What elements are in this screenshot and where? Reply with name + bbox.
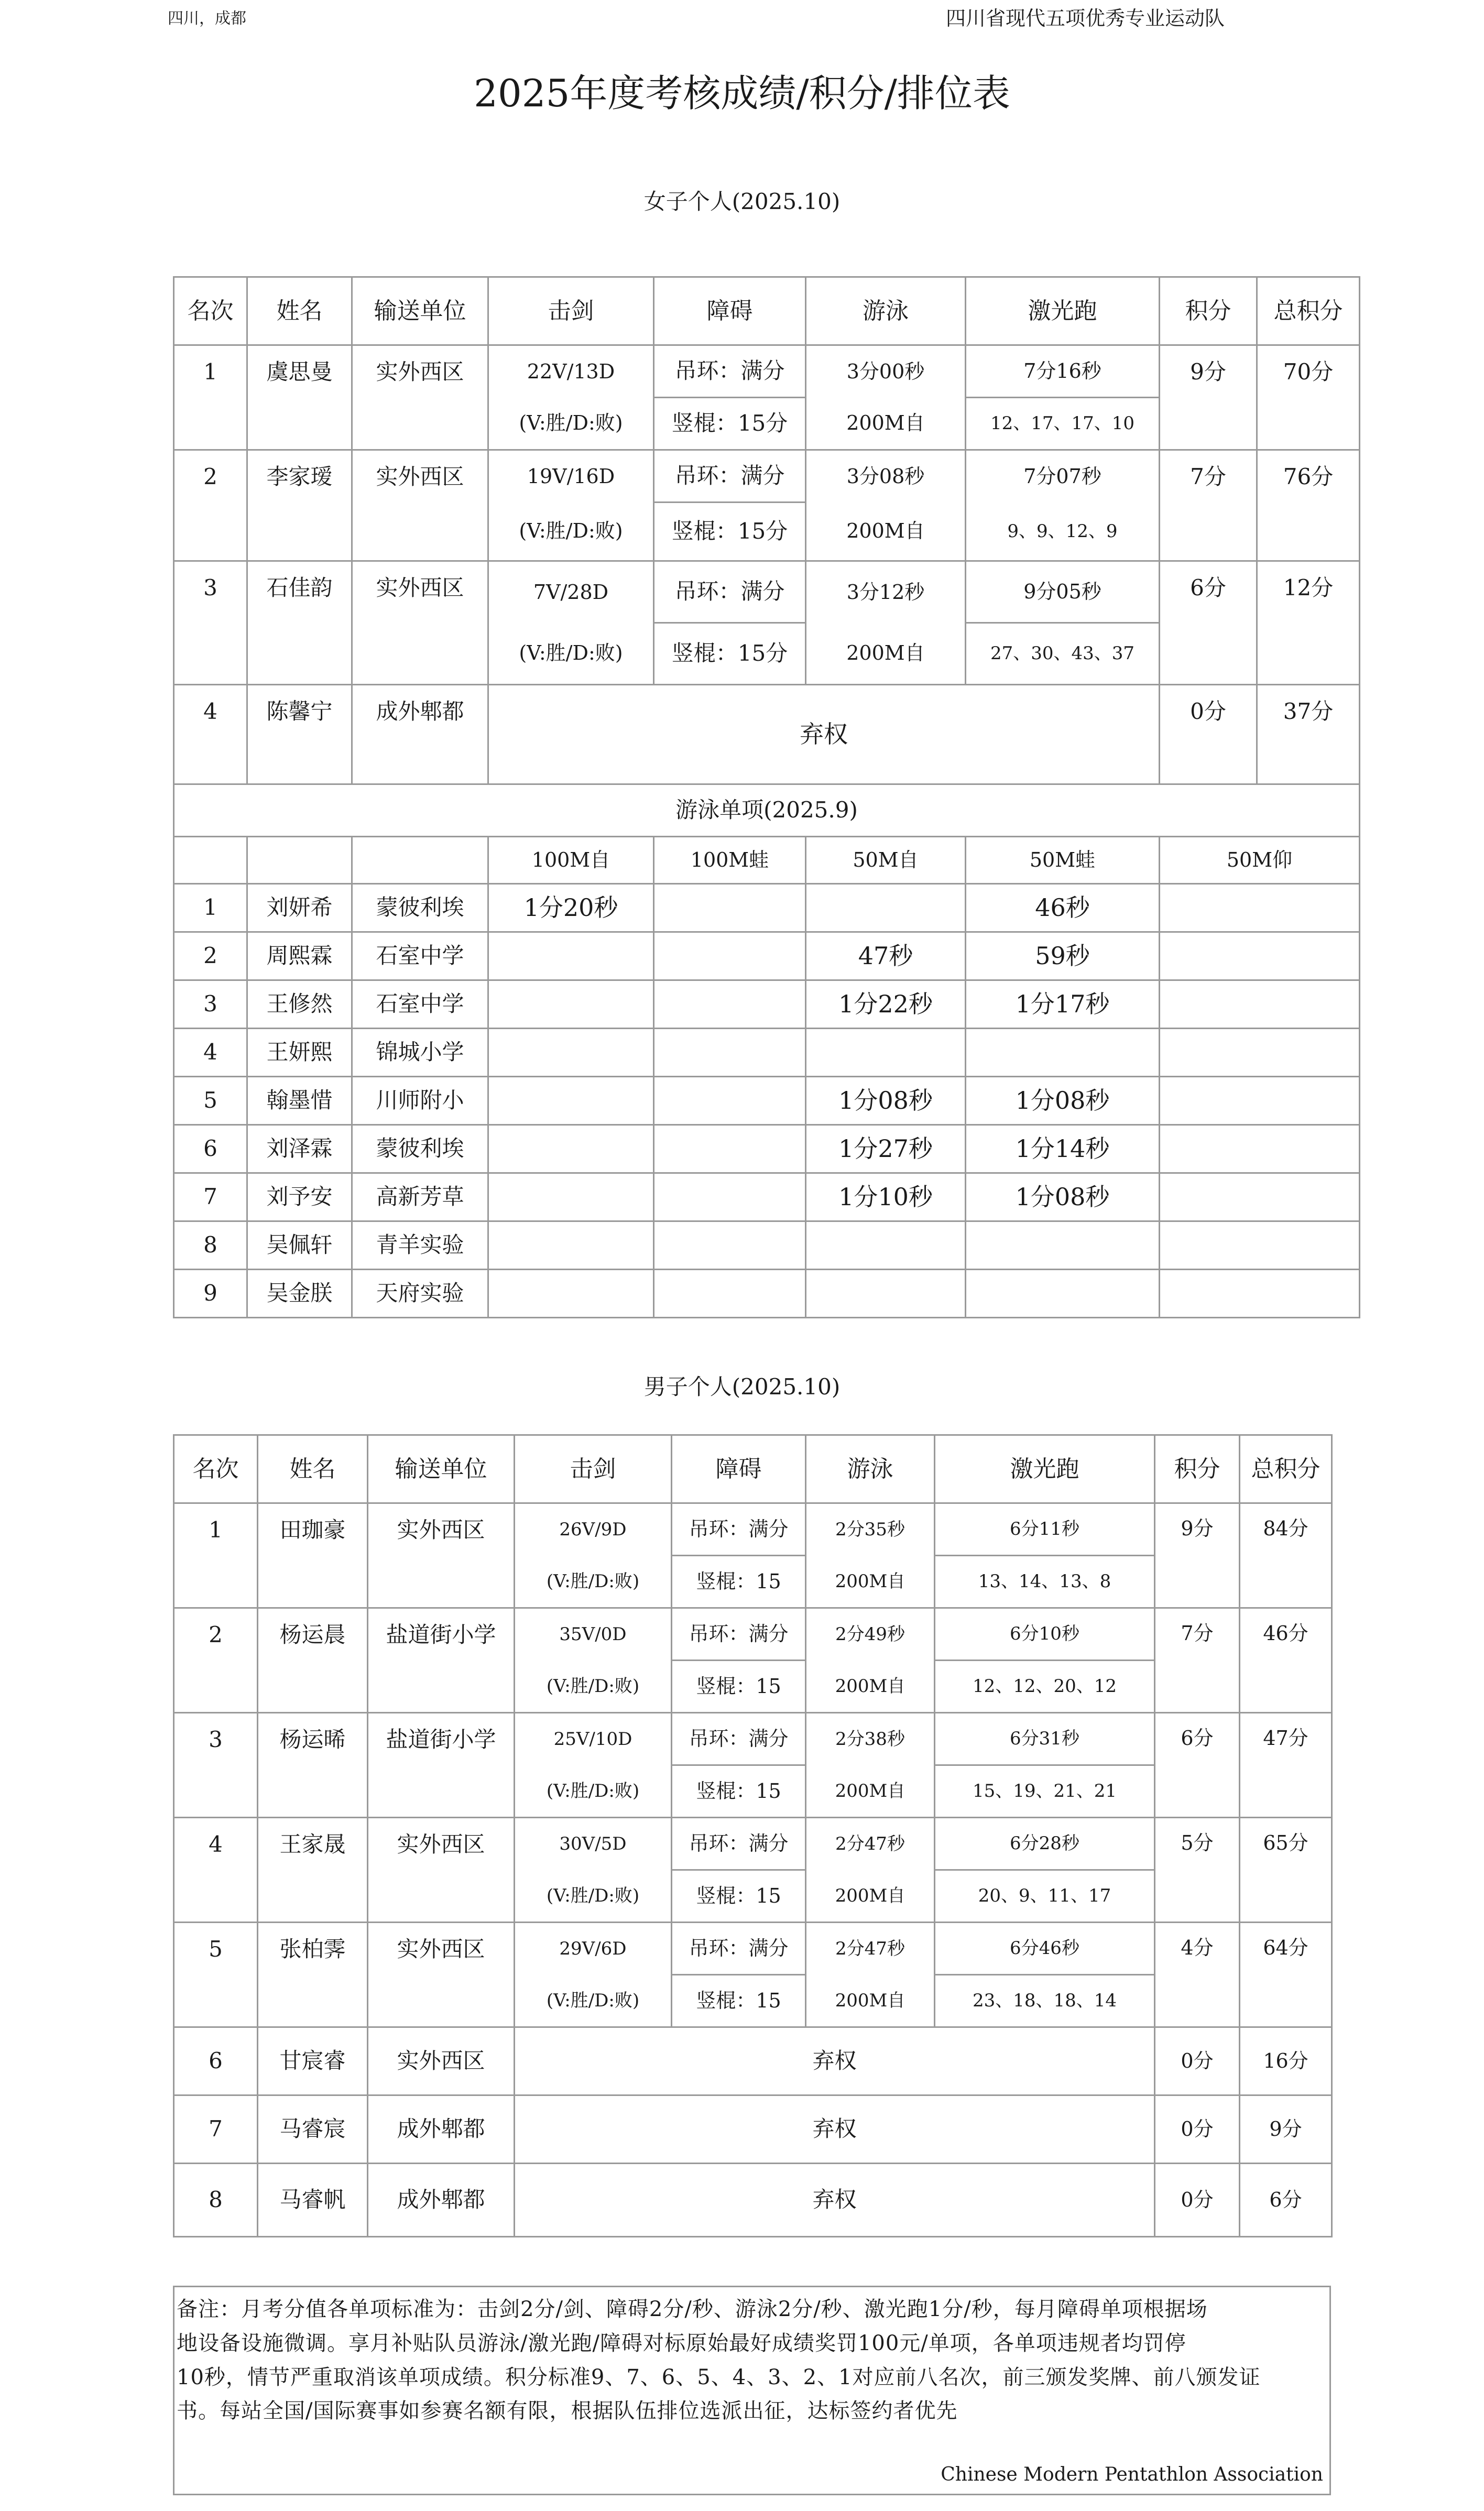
- name-cell: 吴佩轩: [247, 1221, 352, 1270]
- swim-50m-breast-cell: 59秒: [966, 932, 1160, 980]
- obstacle-pole-cell: 竖棍：15分: [654, 623, 806, 685]
- swim-100m-breast-cell: [654, 1270, 806, 1318]
- total-cell: 47分: [1240, 1713, 1332, 1818]
- men-row: [174, 1503, 1332, 1556]
- note-line: 10秒，情节严重取消该单项成绩。积分标准9、7、6、5、4、3、2、1对应前八名次，前三颁发奖牌、前八颁发证: [177, 2365, 1261, 2389]
- swim-50m-back-cell: [1160, 980, 1360, 1029]
- swim-section-title-row: [174, 784, 1360, 837]
- swim-event-cell: 200M自: [806, 1661, 935, 1713]
- points-cell: 0分: [1155, 2027, 1240, 2095]
- men-row: [174, 1818, 1332, 1870]
- laser-time-cell: 6分28秒: [935, 1818, 1155, 1870]
- name-cell: 马睿帆: [258, 2164, 368, 2237]
- swim-50m-breast-cell: 1分14秒: [966, 1125, 1160, 1173]
- obstacle-pole-cell: 竖棍：15: [672, 1765, 806, 1818]
- swim-time-cell: 2分35秒: [806, 1503, 935, 1556]
- name-cell: 吴金朕: [247, 1270, 352, 1318]
- laser-splits-cell: 13、14、13、8: [935, 1556, 1155, 1608]
- col-points: 积分: [1160, 277, 1257, 345]
- swim-time-cell: 2分49秒: [806, 1608, 935, 1661]
- name-cell: 石佳韵: [247, 561, 352, 685]
- unit-cell: 川师附小: [352, 1077, 488, 1125]
- points-cell: 5分: [1155, 1818, 1240, 1923]
- laser-splits-cell: 12、17、17、10: [966, 398, 1160, 450]
- obstacle-pole-cell: 竖棍：15: [672, 1661, 806, 1713]
- note-line: 地设备设施微调。享月补贴队员游泳/激光跑/障碍对标原始最好成绩奖罚100元/单项，各单项违规者均罚停: [177, 2331, 1186, 2355]
- association-name: Chinese Modern Pentathlon Association: [941, 2464, 1323, 2485]
- obstacle-pole-cell: 竖棍：15: [672, 1975, 806, 2027]
- men-table: [173, 1434, 1333, 2237]
- women-row: [174, 345, 1360, 398]
- swim-row: [174, 980, 1360, 1029]
- men-section-title: 男子个人(2025.10): [643, 1374, 841, 1400]
- unit-cell: 蒙彼利埃: [352, 1125, 488, 1173]
- obstacle-pole-cell: 竖棍：15: [672, 1556, 806, 1608]
- forfeit-cell: 弃权: [515, 2164, 1155, 2237]
- col-unit: 输送单位: [352, 277, 488, 345]
- laser-time-cell: 9分05秒: [966, 561, 1160, 623]
- swim-time-cell: 2分47秒: [806, 1818, 935, 1870]
- swim-row: [174, 1221, 1360, 1270]
- swim-50m-back-cell: [1160, 1270, 1360, 1318]
- name-cell: 虞思曼: [247, 345, 352, 450]
- name-cell: 翰墨惜: [247, 1077, 352, 1125]
- obstacle-pole-cell: 竖棍：15分: [654, 503, 806, 561]
- laser-splits-cell: 12、12、20、12: [935, 1661, 1155, 1713]
- fencing-cell: 19V/16D: [488, 450, 654, 503]
- swim-100m-free-cell: [488, 1077, 654, 1125]
- col-laser-run: 激光跑: [935, 1435, 1155, 1503]
- swim-header-row: [174, 837, 1360, 884]
- fencing-note-cell: (V:胜/D:败): [515, 1661, 672, 1713]
- col-rank: 名次: [174, 277, 247, 345]
- swim-50m-free-cell: 1分10秒: [806, 1173, 966, 1221]
- col-50m-breast: 50M蛙: [966, 837, 1160, 884]
- total-cell: 9分: [1240, 2095, 1332, 2164]
- laser-time-cell: 6分10秒: [935, 1608, 1155, 1661]
- fencing-note-cell: (V:胜/D:败): [515, 1975, 672, 2027]
- fencing-cell: 25V/10D: [515, 1713, 672, 1765]
- note-line: 书。每站全国/国际赛事如参赛名额有限，根据队伍排位选派出征，达标签约者优先: [177, 2399, 958, 2423]
- col-100m-free: 100M自: [488, 837, 654, 884]
- swim-50m-back-cell: [1160, 1029, 1360, 1077]
- col-name: 姓名: [247, 277, 352, 345]
- rank-cell: 9: [174, 1270, 247, 1318]
- col-100m-breast: 100M蛙: [654, 837, 806, 884]
- swim-100m-breast-cell: [654, 980, 806, 1029]
- rank-cell: 8: [174, 2164, 258, 2237]
- laser-time-cell: 6分11秒: [935, 1503, 1155, 1556]
- unit-cell: 石室中学: [352, 932, 488, 980]
- points-cell: 6分: [1160, 561, 1257, 685]
- obstacle-rings-cell: 吊环：满分: [672, 1818, 806, 1870]
- col-unit: 输送单位: [368, 1435, 515, 1503]
- col-laser-run: 激光跑: [966, 277, 1160, 345]
- swim-50m-back-cell: [1160, 1125, 1360, 1173]
- swim-row: [174, 1077, 1360, 1125]
- points-cell: 7分: [1155, 1608, 1240, 1713]
- total-cell: 76分: [1257, 450, 1360, 561]
- swim-50m-back-cell: [1160, 884, 1360, 932]
- swim-event-cell: 200M自: [806, 503, 966, 561]
- swim-50m-free-cell: 1分08秒: [806, 1077, 966, 1125]
- col-name: 姓名: [258, 1435, 368, 1503]
- swim-100m-breast-cell: [654, 1221, 806, 1270]
- name-cell: 李家瑷: [247, 450, 352, 561]
- swim-50m-back-cell: [1160, 932, 1360, 980]
- swim-header-blank: [352, 837, 488, 884]
- swim-section-title: 游泳单项(2025.9): [174, 784, 1360, 837]
- rank-cell: 6: [174, 1125, 247, 1173]
- name-cell: 刘予安: [247, 1173, 352, 1221]
- obstacle-rings-cell: 吊环：满分: [672, 1923, 806, 1975]
- fencing-cell: 22V/13D: [488, 345, 654, 398]
- name-cell: 王修然: [247, 980, 352, 1029]
- women-row: [174, 450, 1360, 503]
- swim-time-cell: 3分08秒: [806, 450, 966, 503]
- rank-cell: 5: [174, 1077, 247, 1125]
- points-cell: 4分: [1155, 1923, 1240, 2027]
- swim-100m-breast-cell: [654, 932, 806, 980]
- rank-cell: 4: [174, 1818, 258, 1923]
- rank-cell: 4: [174, 1029, 247, 1077]
- unit-cell: 实外西区: [352, 561, 488, 685]
- name-cell: 刘泽霖: [247, 1125, 352, 1173]
- unit-cell: 实外西区: [368, 2027, 515, 2095]
- women-row: [174, 561, 1360, 623]
- swim-event-cell: 200M自: [806, 1975, 935, 2027]
- name-cell: 马睿宸: [258, 2095, 368, 2164]
- laser-splits-cell: 15、19、21、21: [935, 1765, 1155, 1818]
- name-cell: 杨运晞: [258, 1713, 368, 1818]
- swim-time-cell: 3分12秒: [806, 561, 966, 623]
- swim-time-cell: 2分38秒: [806, 1713, 935, 1765]
- swim-row: [174, 1029, 1360, 1077]
- rank-cell: 3: [174, 561, 247, 685]
- laser-time-cell: 6分31秒: [935, 1713, 1155, 1765]
- unit-cell: 石室中学: [352, 980, 488, 1029]
- obstacle-rings-cell: 吊环：满分: [654, 345, 806, 398]
- total-cell: 64分: [1240, 1923, 1332, 2027]
- swim-100m-free-cell: [488, 932, 654, 980]
- rank-cell: 1: [174, 345, 247, 450]
- name-cell: 杨运晨: [258, 1608, 368, 1713]
- swim-event-cell: 200M自: [806, 1765, 935, 1818]
- name-cell: 张柏霁: [258, 1923, 368, 2027]
- obstacle-rings-cell: 吊环：满分: [672, 1503, 806, 1556]
- fencing-cell: 29V/6D: [515, 1923, 672, 1975]
- swim-100m-breast-cell: [654, 1077, 806, 1125]
- obstacle-pole-cell: 竖棍：15: [672, 1870, 806, 1923]
- fencing-cell: 35V/0D: [515, 1608, 672, 1661]
- points-cell: 0分: [1155, 2095, 1240, 2164]
- fencing-cell: 26V/9D: [515, 1503, 672, 1556]
- swim-50m-back-cell: [1160, 1077, 1360, 1125]
- fencing-cell: 7V/28D: [488, 561, 654, 623]
- points-cell: 9分: [1155, 1503, 1240, 1608]
- fencing-note-cell: (V:胜/D:败): [488, 623, 654, 685]
- total-cell: 6分: [1240, 2164, 1332, 2237]
- swim-row: [174, 932, 1360, 980]
- swim-event-cell: 200M自: [806, 398, 966, 450]
- rank-cell: 1: [174, 884, 247, 932]
- swim-100m-free-cell: [488, 1125, 654, 1173]
- col-obstacle: 障碍: [672, 1435, 806, 1503]
- forfeit-cell: 弃权: [488, 685, 1160, 784]
- men-row: [174, 1923, 1332, 1975]
- unit-cell: 实外西区: [368, 1503, 515, 1608]
- col-total: 总积分: [1240, 1435, 1332, 1503]
- men-table-body: [174, 1503, 1332, 2237]
- swim-50m-free-cell: 47秒: [806, 932, 966, 980]
- laser-time-cell: 6分46秒: [935, 1923, 1155, 1975]
- swim-100m-breast-cell: [654, 884, 806, 932]
- rank-cell: 5: [174, 1923, 258, 2027]
- name-cell: 王家晟: [258, 1818, 368, 1923]
- swim-50m-breast-cell: [966, 1221, 1160, 1270]
- points-cell: 6分: [1155, 1713, 1240, 1818]
- fencing-note-cell: (V:胜/D:败): [515, 1765, 672, 1818]
- swim-time-cell: 3分00秒: [806, 345, 966, 398]
- men-row: [174, 1608, 1332, 1661]
- unit-cell: 实外西区: [352, 345, 488, 450]
- col-fencing: 击剑: [488, 277, 654, 345]
- swim-table-body: [174, 884, 1360, 1318]
- laser-splits-cell: 9、9、12、9: [966, 503, 1160, 561]
- swim-row: [174, 1173, 1360, 1221]
- total-cell: 16分: [1240, 2027, 1332, 2095]
- total-cell: 37分: [1257, 685, 1360, 784]
- col-swim: 游泳: [806, 277, 966, 345]
- laser-splits-cell: 23、18、18、14: [935, 1975, 1155, 2027]
- rank-cell: 3: [174, 980, 247, 1029]
- fencing-note-cell: (V:胜/D:败): [488, 503, 654, 561]
- laser-time-cell: 7分16秒: [966, 345, 1160, 398]
- unit-cell: 蒙彼利埃: [352, 884, 488, 932]
- swim-100m-free-cell: [488, 1270, 654, 1318]
- col-fencing: 击剑: [515, 1435, 672, 1503]
- women-section-title: 女子个人(2025.10): [643, 189, 841, 214]
- total-cell: 84分: [1240, 1503, 1332, 1608]
- unit-cell: 盐道街小学: [368, 1713, 515, 1818]
- swim-event-cell: 200M自: [806, 1556, 935, 1608]
- unit-cell: 天府实验: [352, 1270, 488, 1318]
- swim-100m-free-cell: [488, 1029, 654, 1077]
- rank-cell: 6: [174, 2027, 258, 2095]
- rank-cell: 2: [174, 450, 247, 561]
- swim-50m-free-cell: 1分27秒: [806, 1125, 966, 1173]
- points-cell: 0分: [1160, 685, 1257, 784]
- swim-event-cell: 200M自: [806, 1870, 935, 1923]
- rank-cell: 7: [174, 1173, 247, 1221]
- swim-100m-breast-cell: [654, 1125, 806, 1173]
- swim-header-blank: [174, 837, 247, 884]
- unit-cell: 成外郫都: [368, 2095, 515, 2164]
- swim-100m-breast-cell: [654, 1173, 806, 1221]
- unit-cell: 青羊实验: [352, 1221, 488, 1270]
- col-50m-back: 50M仰: [1160, 837, 1360, 884]
- fencing-cell: 30V/5D: [515, 1818, 672, 1870]
- swim-100m-free-cell: [488, 980, 654, 1029]
- fencing-note-cell: (V:胜/D:败): [515, 1556, 672, 1608]
- swim-50m-breast-cell: 1分08秒: [966, 1173, 1160, 1221]
- swim-event-cell: 200M自: [806, 623, 966, 685]
- name-cell: 甘宸睿: [258, 2027, 368, 2095]
- unit-cell: 成外郫都: [352, 685, 488, 784]
- col-points: 积分: [1155, 1435, 1240, 1503]
- fencing-note-cell: (V:胜/D:败): [488, 398, 654, 450]
- swim-50m-free-cell: [806, 1221, 966, 1270]
- swim-row: [174, 1125, 1360, 1173]
- page-title: 2025年度考核成绩/积分/排位表: [474, 71, 1010, 115]
- men-row: [174, 2164, 1332, 2237]
- obstacle-rings-cell: 吊环：满分: [672, 1713, 806, 1765]
- women-table: [173, 276, 1360, 1318]
- swim-100m-free-cell: [488, 1173, 654, 1221]
- forfeit-cell: 弃权: [515, 2095, 1155, 2164]
- unit-cell: 实外西区: [368, 1818, 515, 1923]
- name-cell: 周熙霖: [247, 932, 352, 980]
- fencing-note-cell: (V:胜/D:败): [515, 1870, 672, 1923]
- swim-100m-breast-cell: [654, 1029, 806, 1077]
- swim-100m-free-cell: [488, 1221, 654, 1270]
- forfeit-cell: 弃权: [515, 2027, 1155, 2095]
- obstacle-rings-cell: 吊环：满分: [654, 561, 806, 623]
- name-cell: 刘妍希: [247, 884, 352, 932]
- col-50m-free: 50M自: [806, 837, 966, 884]
- unit-cell: 成外郫都: [368, 2164, 515, 2237]
- col-total: 总积分: [1257, 277, 1360, 345]
- unit-cell: 高新芳草: [352, 1173, 488, 1221]
- points-cell: 9分: [1160, 345, 1257, 450]
- men-row: [174, 1713, 1332, 1765]
- col-swim: 游泳: [806, 1435, 935, 1503]
- laser-splits-cell: 27、30、43、37: [966, 623, 1160, 685]
- rank-cell: 7: [174, 2095, 258, 2164]
- unit-cell: 实外西区: [368, 1923, 515, 2027]
- rank-cell: 4: [174, 685, 247, 784]
- rank-cell: 1: [174, 1503, 258, 1608]
- unit-cell: 锦城小学: [352, 1029, 488, 1077]
- swim-row: [174, 884, 1360, 932]
- col-rank: 名次: [174, 1435, 258, 1503]
- swim-50m-back-cell: [1160, 1221, 1360, 1270]
- rank-cell: 2: [174, 1608, 258, 1713]
- points-cell: 7分: [1160, 450, 1257, 561]
- rank-cell: 2: [174, 932, 247, 980]
- obstacle-pole-cell: 竖棍：15分: [654, 398, 806, 450]
- laser-splits-cell: 20、9、11、17: [935, 1870, 1155, 1923]
- name-cell: 王妍熙: [247, 1029, 352, 1077]
- unit-cell: 实外西区: [352, 450, 488, 561]
- obstacle-rings-cell: 吊环：满分: [654, 450, 806, 503]
- women-row: [174, 685, 1360, 784]
- name-cell: 陈馨宁: [247, 685, 352, 784]
- unit-cell: 盐道街小学: [368, 1608, 515, 1713]
- total-cell: 65分: [1240, 1818, 1332, 1923]
- rank-cell: 8: [174, 1221, 247, 1270]
- swim-50m-free-cell: [806, 884, 966, 932]
- men-row: [174, 2095, 1332, 2164]
- header-team-name: 四川省现代五项优秀专业运动队: [946, 7, 1225, 30]
- col-obstacle: 障碍: [654, 277, 806, 345]
- swim-50m-back-cell: [1160, 1173, 1360, 1221]
- women-header-row: [174, 277, 1360, 345]
- swim-50m-breast-cell: 46秒: [966, 884, 1160, 932]
- swim-50m-breast-cell: 1分17秒: [966, 980, 1160, 1029]
- swim-50m-breast-cell: [966, 1270, 1160, 1318]
- swim-100m-free-cell: 1分20秒: [488, 884, 654, 932]
- swim-row: [174, 1270, 1360, 1318]
- swim-time-cell: 2分47秒: [806, 1923, 935, 1975]
- swim-50m-free-cell: [806, 1029, 966, 1077]
- total-cell: 70分: [1257, 345, 1360, 450]
- swim-50m-free-cell: 1分22秒: [806, 980, 966, 1029]
- swim-header-blank: [247, 837, 352, 884]
- swim-50m-free-cell: [806, 1270, 966, 1318]
- obstacle-rings-cell: 吊环：满分: [672, 1608, 806, 1661]
- swim-50m-breast-cell: 1分08秒: [966, 1077, 1160, 1125]
- note-line: 备注：月考分值各单项标准为：击剑2分/剑、障碍2分/秒、游泳2分/秒、激光跑1分/秒，每月障碍单项根据场: [177, 2297, 1208, 2321]
- header-location: 四川，成都: [168, 9, 246, 28]
- swim-50m-breast-cell: [966, 1029, 1160, 1077]
- men-row: [174, 2027, 1332, 2095]
- total-cell: 46分: [1240, 1608, 1332, 1713]
- notes-box: [173, 2286, 1331, 2495]
- total-cell: 12分: [1257, 561, 1360, 685]
- name-cell: 田珈豪: [258, 1503, 368, 1608]
- laser-time-cell: 7分07秒: [966, 450, 1160, 503]
- men-header-row: [174, 1435, 1332, 1503]
- rank-cell: 3: [174, 1713, 258, 1818]
- points-cell: 0分: [1155, 2164, 1240, 2237]
